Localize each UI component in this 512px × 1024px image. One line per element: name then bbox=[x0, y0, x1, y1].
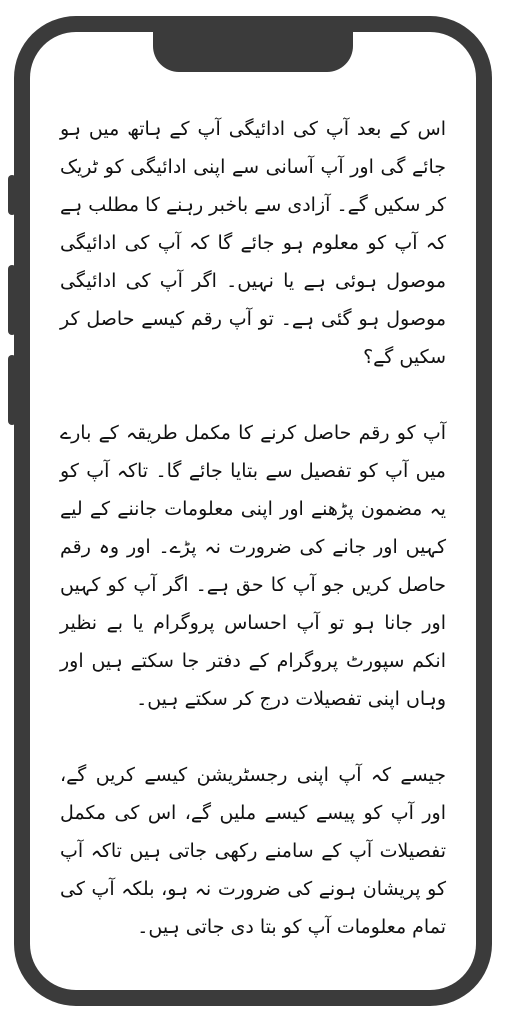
phone-notch bbox=[153, 32, 353, 72]
paragraph-1: اس کے بعد آپ کی ادائیگی آپ کے ہاتھ میں ہو جائے گی اور آپ آسانی سے اپنی ادائیگی کو ٹریک کر سکیں گے۔ آزادی سے باخبر رہنے کا مطلب ہے کہ آپ کو معلوم ہو جائے گا کہ آپ کی ادائیگی موصول ہوئی ہے یا نہیں۔ اگر آپ کی ادائیگی موصول ہو گئی ہے۔ تو آپ رقم کیسے حاصل کر سکیں گے؟ bbox=[60, 118, 446, 368]
phone-screen bbox=[30, 32, 476, 990]
paragraph-3: جیسے کہ آپ اپنی رجسٹریشن کیسے کریں گے، اور آپ کو پیسے کیسے ملیں گے، اس کی مکمل تفصیلات آپ کے سامنے رکھی جاتی ہیں تاکہ آپ کو پریشان ہونے کی ضرورت نہ ہو، بلکہ آپ کی تمام معلومات آپ کو بتا دی جاتی ہیں۔ bbox=[60, 764, 446, 938]
phone-frame bbox=[14, 16, 492, 1006]
paragraph-2: آپ کو رقم حاصل کرنے کا مکمل طریقہ کے بارے میں آپ کو تفصیل سے بتایا جائے گا۔ تاکہ آپ کو یہ مضمون پڑھنے اور اپنی معلومات جاننے کے لیے کہیں اور جانے کی ضرورت نہ پڑے۔ اور وہ رقم حاصل کریں جو آپ کا حق ہے۔ اگر آپ کو کہیں اور جانا ہو تو آپ احساس پروگرام یا بے نظیر انکم سپورٹ پروگرام کے دفتر جا سکتے ہیں اور وہاں اپنی تفصیلات درج کر سکتے ہیں۔ bbox=[60, 422, 446, 710]
article-body bbox=[60, 110, 446, 984]
